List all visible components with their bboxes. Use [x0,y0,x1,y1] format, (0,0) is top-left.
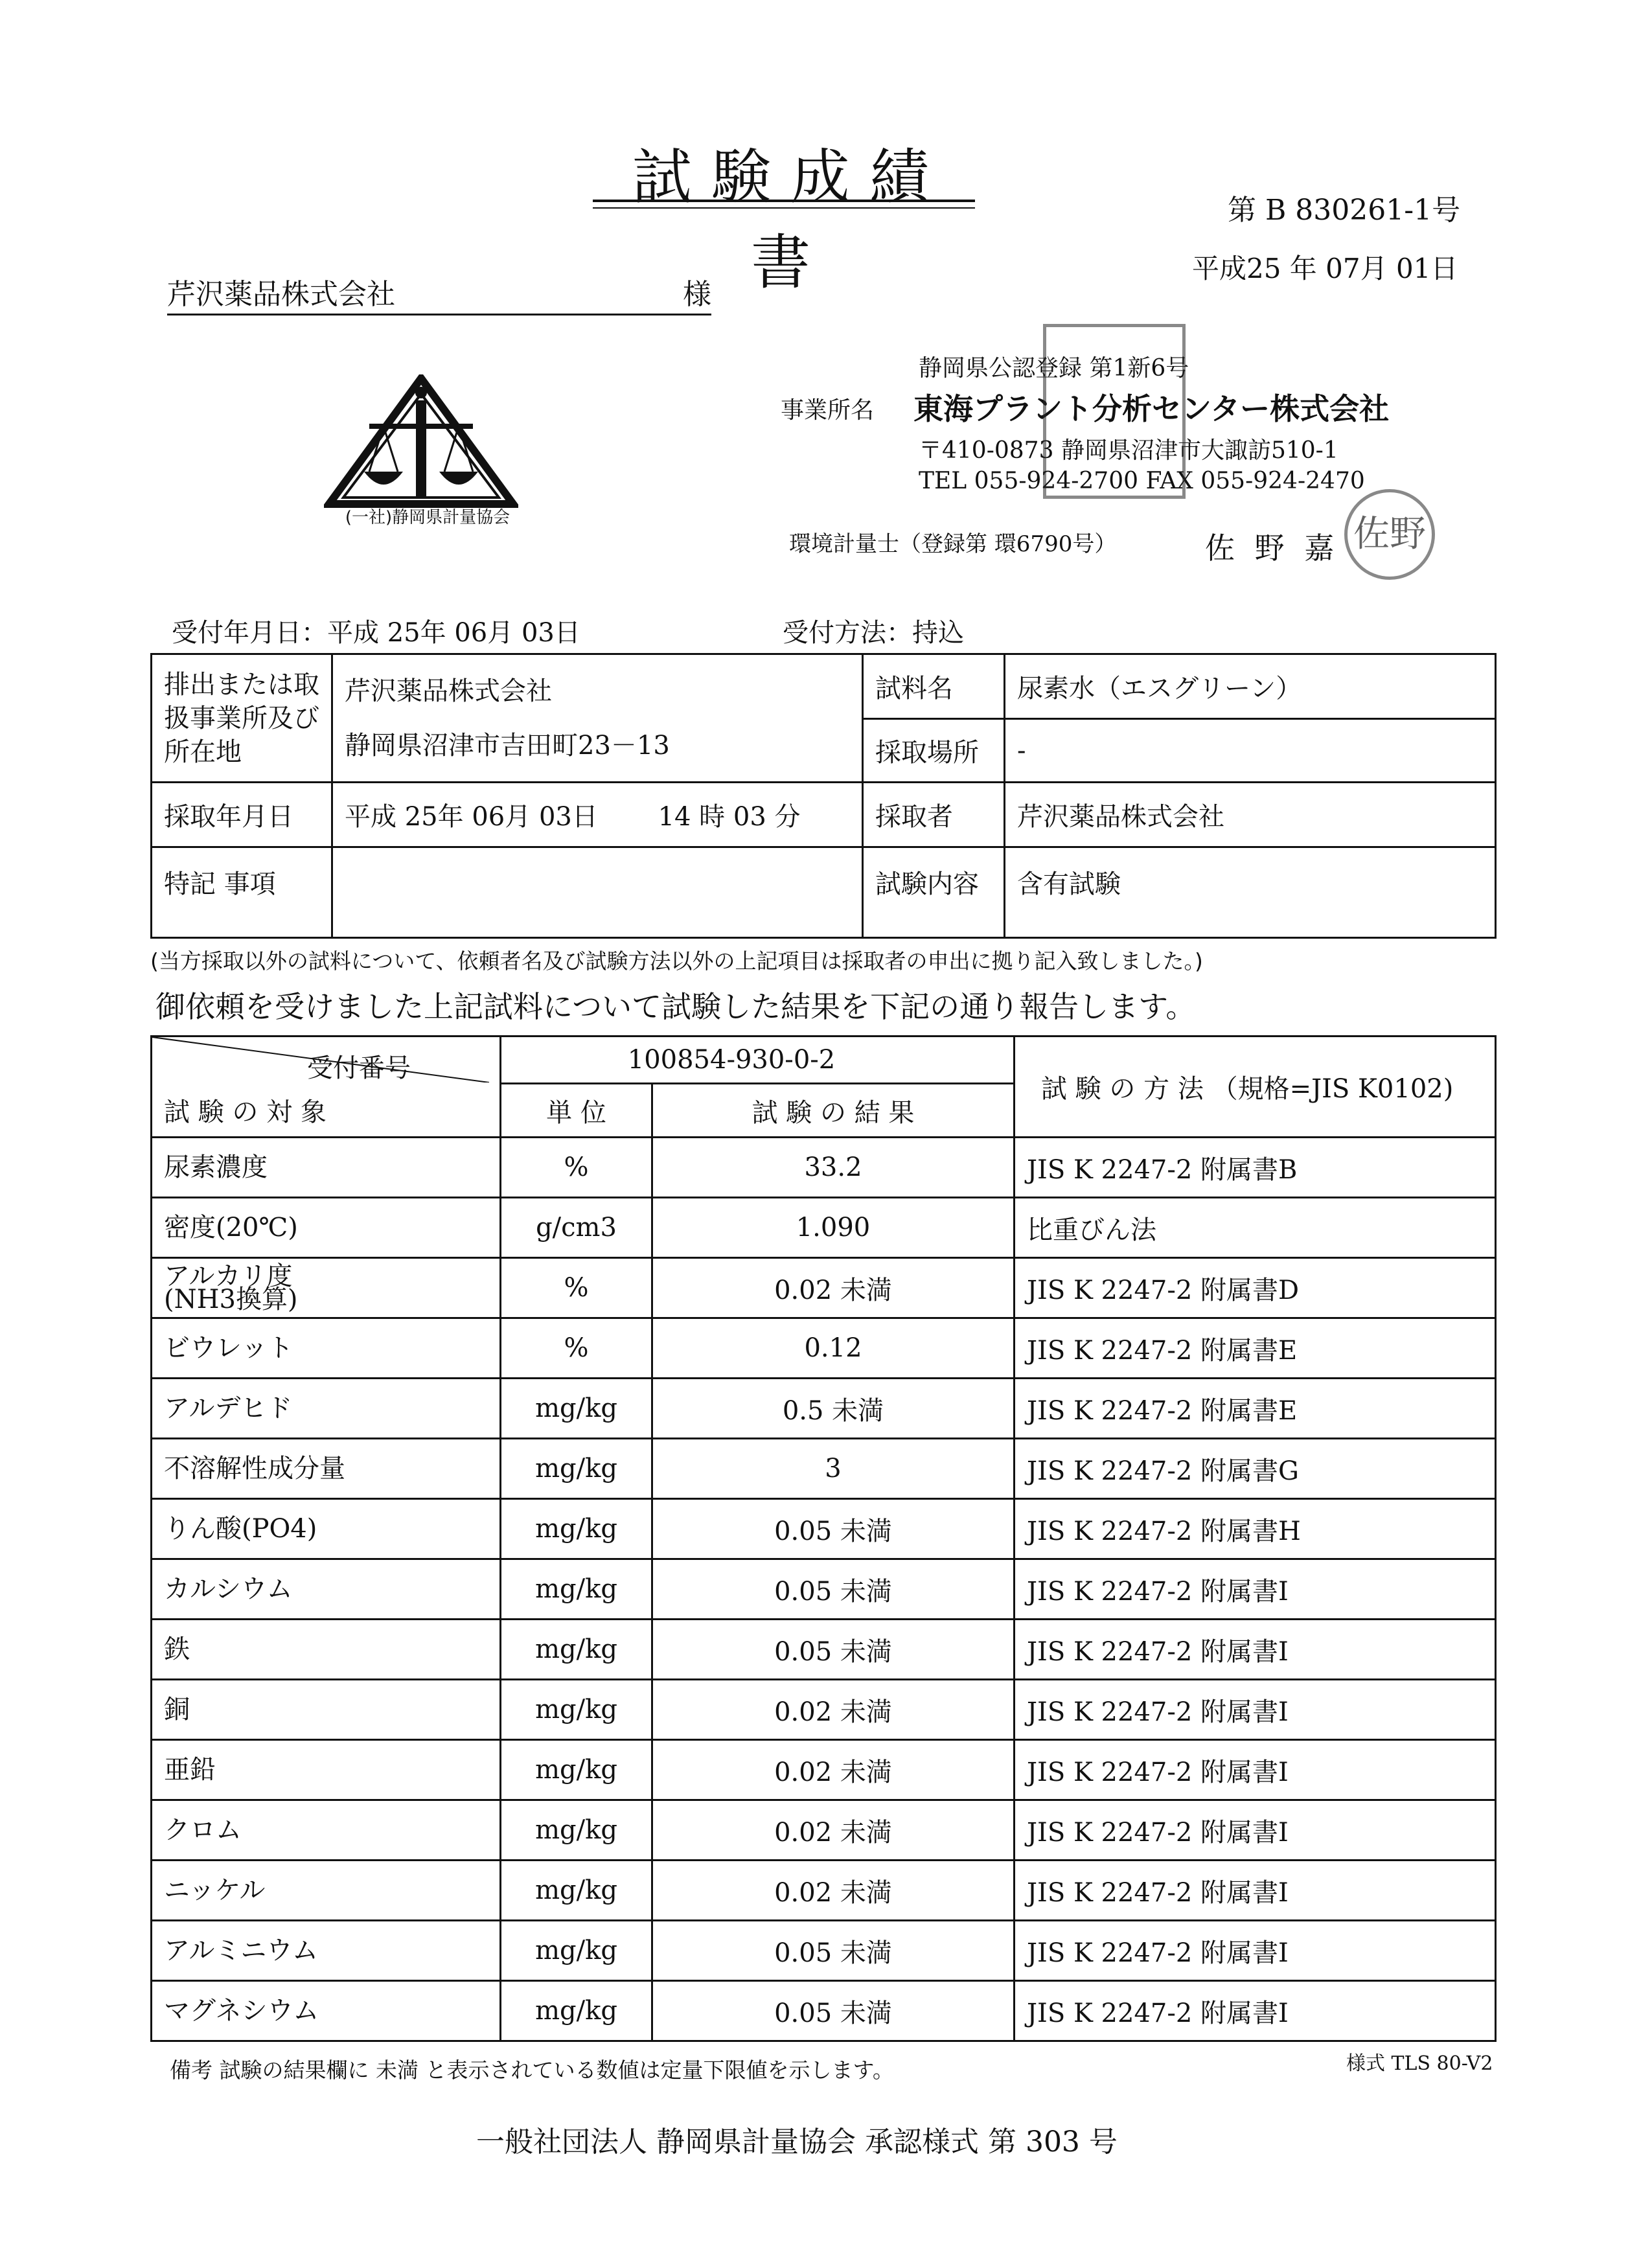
result-subject: マグネシウム [152,1981,501,2041]
result-row [152,1258,1496,1318]
result-unit: mg/kg [501,1620,652,1680]
result-method: JIS K 2247-2 附属書B [1015,1138,1496,1198]
result-method: 比重びん法 [1015,1198,1496,1258]
reception-method-label: 受付方法 [783,618,886,648]
reception-date-value: 平成 25年 06月 03日 [327,618,580,648]
result-value: 0.02 未満 [652,1740,1015,1800]
result-method: JIS K 2247-2 附属書I [1015,1620,1496,1680]
client-name: 芹沢薬品株式会社 [167,278,395,311]
result-method: JIS K 2247-2 附属書H [1015,1499,1496,1559]
result-row [152,1379,1496,1439]
result-unit: mg/kg [501,1800,652,1861]
footnote-remark: 備考 試験の結果欄に 未満 と表示されている数値は定量下限値を示します。 [170,2057,894,2083]
logo-caption: (一社)静岡県計量協会 [345,508,511,527]
result-value: 0.5 未満 [652,1379,1015,1439]
issue-date: 平成25 年 07月 01日 [1192,253,1458,284]
result-unit: mg/kg [501,1981,652,2041]
result-unit: mg/kg [501,1559,652,1620]
receipt-number-cell [307,1037,1015,1084]
result-subject: 不溶解性成分量 [152,1439,501,1499]
result-unit: mg/kg [501,1499,652,1559]
result-method: JIS K 2247-2 附属書E [1015,1379,1496,1439]
result-subject: アルデヒド [152,1379,501,1439]
result-value: 0.05 未満 [652,1981,1015,2041]
discharger-name: 芹沢薬品株式会社 [345,676,552,706]
office-name: 東海プラント分析センター株式会社 [913,391,1390,426]
result-subject: ニッケル [152,1861,501,1921]
sampling-date: 平成 25年 06月 03日 [345,802,598,832]
result-subject: 密度(20℃) [152,1198,501,1258]
sampling-place-label: 採取場所 [863,719,1005,783]
form-code: 様式 TLS 80-V2 [1346,2052,1493,2075]
measurer-name: 佐 野 嘉 [1205,531,1340,566]
result-subject: クロム [152,1800,501,1861]
result-subject: りん酸(PO4) [152,1499,501,1559]
result-method: JIS K 2247-2 附属書I [1015,1981,1496,2041]
office-label: 事業所名 [781,397,875,424]
result-subject: 尿素濃度 [152,1138,501,1198]
result-subject: アルミニウム [152,1921,501,1981]
unit-header: 単 位 [501,1084,652,1138]
result-method: JIS K 2247-2 附属書I [1015,1921,1496,1981]
result-value: 33.2 [652,1138,1015,1198]
sample-name-label: 試料名 [863,654,1005,719]
result-value: 0.05 未満 [652,1499,1015,1559]
remarks [332,847,863,938]
result-header: 試 験 の 結 果 [652,1084,1015,1138]
method-header: 試 験 の 方 法 （規格=JIS K0102) [1015,1037,1496,1138]
result-unit: % [501,1318,652,1379]
result-subject: 亜鉛 [152,1740,501,1800]
title-underline-2 [593,207,975,209]
result-value: 0.05 未満 [652,1620,1015,1680]
result-row [152,1620,1496,1680]
sampling-place: - [1005,719,1496,783]
personal-seal: 佐野 [1344,489,1435,580]
result-method: JIS K 2247-2 附属書D [1015,1258,1496,1318]
result-row [152,1559,1496,1620]
test-content: 含有試験 [1005,847,1496,938]
document-number: 第 B 830261-1号 [1228,194,1461,227]
result-value: 0.02 未満 [652,1861,1015,1921]
test-content-label: 試験内容 [863,847,1005,938]
office-address: 〒410-0873 静岡県沼津市大諏訪510-1 [919,437,1338,464]
reception-method-value: 持込 [912,618,964,648]
sampling-note: (当方採取以外の試料について、依頼者名及び試験方法以外の上記項目は採取者の申出に拠り記入致しました。) [150,948,1203,974]
result-unit: mg/kg [501,1740,652,1800]
honorific: 様 [683,278,711,311]
receipt-label: 受付番号 [307,1053,411,1083]
result-unit: % [501,1138,652,1198]
results-table [150,1035,1497,2042]
sampling-time: 14 時 03 分 [658,802,801,832]
result-unit: mg/kg [501,1921,652,1981]
reception-date: 受付年月日：平成 25年 06月 03日 [172,618,580,648]
report-statement: 御依頼を受けました上記試料について試験した結果を下記の通り報告します。 [155,989,1196,1024]
result-method: JIS K 2247-2 附属書I [1015,1740,1496,1800]
result-method: JIS K 2247-2 附属書G [1015,1439,1496,1499]
result-value: 0.12 [652,1318,1015,1379]
discharger-cell [332,654,863,783]
sampling-datetime [332,783,863,847]
discharger-label: 排出または取扱事業所及び所在地 [152,654,332,783]
result-value: 3 [652,1439,1015,1499]
result-method: JIS K 2247-2 附属書I [1015,1680,1496,1740]
sampler-label: 採取者 [863,783,1005,847]
result-unit: mg/kg [501,1439,652,1499]
result-subject: アルカリ度 (NH3換算) [152,1258,501,1318]
result-value: 0.02 未満 [652,1800,1015,1861]
result-method: JIS K 2247-2 附属書I [1015,1861,1496,1921]
result-subject: 鉄 [152,1620,501,1680]
discharger-address: 静岡県沼津市吉田町23－13 [345,730,670,761]
result-unit: g/cm3 [501,1198,652,1258]
result-row [152,1981,1496,2041]
reception-date-label: 受付年月日 [172,618,301,648]
reception-method: 受付方法：持込 [783,618,964,648]
result-unit: % [501,1258,652,1318]
measurer-label: 環境計量士（登録第 環6790号） [789,531,1117,557]
company-stamp [1043,324,1186,499]
result-unit: mg/kg [501,1379,652,1439]
result-row [152,1439,1496,1499]
result-value: 0.02 未満 [652,1680,1015,1740]
registration-number: 静岡県公認登録 第1新6号 [919,355,1189,382]
result-row [152,1499,1496,1559]
result-row [152,1740,1496,1800]
result-row [152,1800,1496,1861]
result-row [152,1198,1496,1258]
result-unit: mg/kg [501,1861,652,1921]
document-title: 試験成績書 [632,143,948,297]
result-row [152,1318,1496,1379]
result-method: JIS K 2247-2 附属書I [1015,1559,1496,1620]
result-row [152,1680,1496,1740]
sampler: 芹沢薬品株式会社 [1005,783,1496,847]
result-value: 0.05 未満 [652,1559,1015,1620]
sample-name: 尿素水（エスグリーン） [1005,654,1496,719]
result-method: JIS K 2247-2 附属書E [1015,1318,1496,1379]
approval-line: 一般社団法人 静岡県計量協会 承認様式 第 303 号 [476,2125,1118,2159]
client-line [167,271,711,315]
result-row [152,1861,1496,1921]
result-subject: 銅 [152,1680,501,1740]
title-underline [593,200,975,202]
subject-header: 試 験 の 対 象 [152,1084,501,1138]
sampling-date-label: 採取年月日 [152,783,332,847]
remarks-label: 特記 事項 [152,847,332,938]
receipt-number: 100854-930-0-2 [627,1045,836,1075]
result-subject: ビウレット [152,1318,501,1379]
result-value: 0.02 未満 [652,1258,1015,1318]
result-subject: カルシウム [152,1559,501,1620]
result-row [152,1921,1496,1981]
result-method: JIS K 2247-2 附属書I [1015,1800,1496,1861]
result-unit: mg/kg [501,1680,652,1740]
result-row [152,1138,1496,1198]
result-value: 1.090 [652,1198,1015,1258]
result-value: 0.05 未満 [652,1921,1015,1981]
office-phone-fax: TEL 055-924-2700 FAX 055-924-2470 [919,468,1365,494]
sample-info-table [150,653,1497,939]
